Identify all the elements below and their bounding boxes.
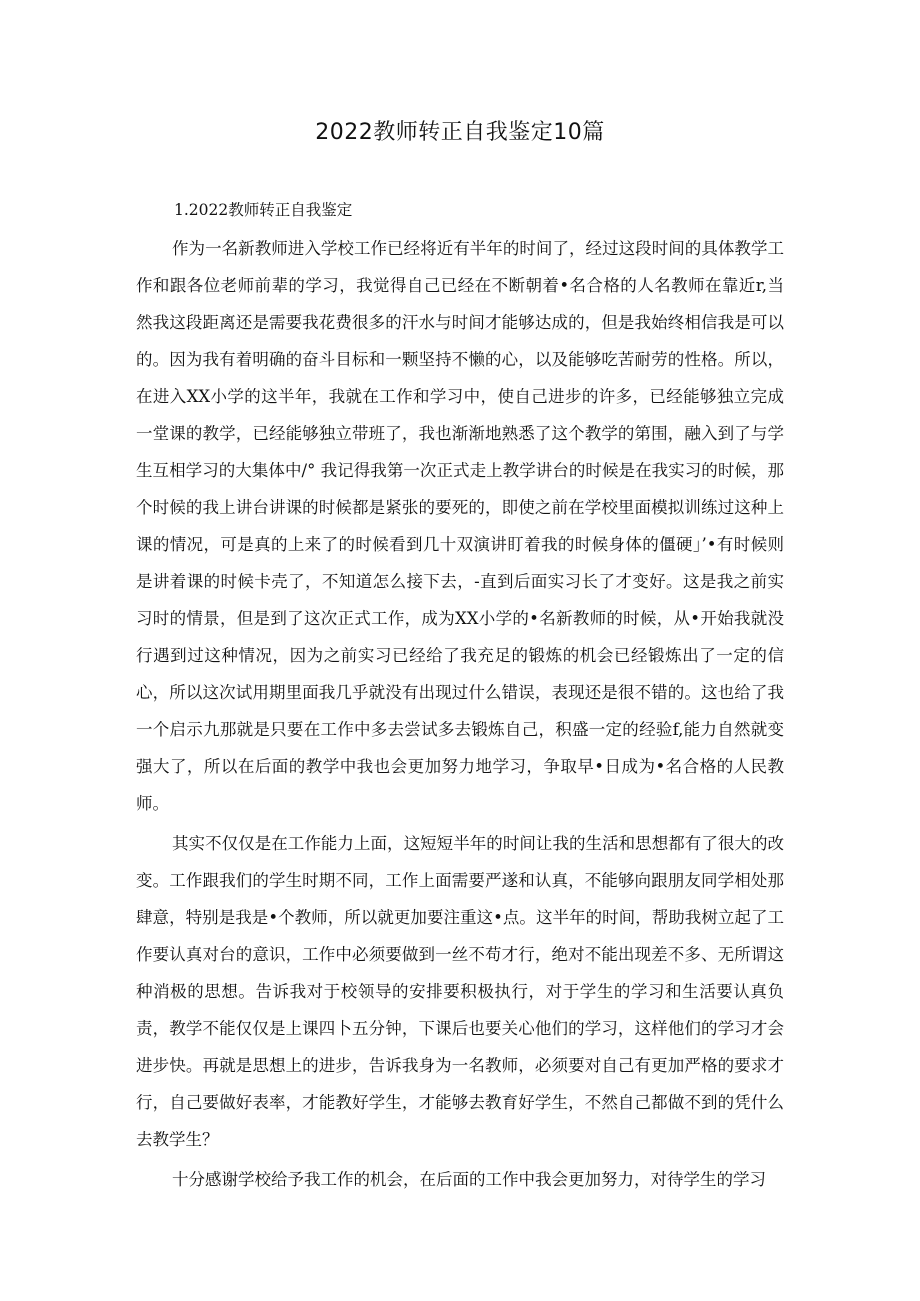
section-heading: 1.2022教师转正自我鉴定: [174, 201, 353, 219]
paragraph-3: 十分感谢学校给予我工作的机会，在后面的工作中我会更加努力，对待学生的学习: [172, 1170, 766, 1189]
document-body: [136, 190, 784, 1198]
document-title: 2022教师转正自我鉴定10篇: [315, 120, 605, 145]
paragraph-2: 其实不仅仅是在工作能力上面，这短短半年的时间让我的生活和思想都有了很大的改变。工作跟我们的学生时期不同，工作上面需要严遂和认真，不能够向跟朋友同学相处那肆意，特别是我是•个教师，所以就更加要注重这•点。这半年的时间，帮助我树立起了工作要认真对台的意识，工作中必须要做到一丝不苟才行，绝对不能出现差不多、无所谓这种消极的思想。告诉我对于校领导的安排要积极执行，对于学生的学习和生活要认真负责，教学不能仅仅是上课四卜五分钟，下课后也要关心他们的学习，这样他们的学习才会进步快。再就是思想上的进步，告诉我身为一名教师，必须要对自己有更加严格的要求才行，自己要做好表率，才能教好学生，才能够去教育好学生，不然自己都做不到的凭什么去教学生？: [136, 834, 784, 1149]
paragraph-1: 作为一名新教师进入学校工作已经将近有半年的时间了，经过这段时间的具体教学工作和跟各位老师前辈的学习，我觉得自己已经在不断朝着•名合格的人名教师在靠近r,当然我这段距离还是需要我花费很多的汗水与时间才能够达成的，但是我始终相信我是可以的。因为我有着明确的奋斗目标和一颗坚持不懒的心，以及能够吃苦耐劳的性格。所以，在进入XX小学的这半年，我就在工作和学习中，使自己进步的许多，已经能够独立完成一堂课的教学，已经能够独立带班了，我也渐渐地熟悉了这个教学的第围，融入到了与学生互相学习的大集体中/° 我记得我第一次正式走上教学讲台的时候是在我实习的时候，那个时候的我上讲台讲课的时候都是紧张的要死的，即使之前在学校里面模拟训练过这种上课的情况，可是真的上来了的时候看到几十双演讲盯着我的时候身体的僵硬」’•有时候则是讲着课的时候卡壳了，不知道怎么接下去，-直到后面实习长了才变好。这是我之前实习时的情景，但是到了这次正式工作，成为XX小学的•名新教师的时候，从•开始我就没行遇到过这种情况，因为之前实习已经给了我充足的锻炼的机会已经锻炼出了一定的信心，所以这次试用期里面我几乎就没有出现过什么错误，表现还是很不错的。这也给了我一个启示九那就是只要在工作中多去尝试多去锻炼自己，积盛一定的经验f,能力自然就变强大了，所以在后面的教学中我也会更加努力地学习，争取早•日成为•名合格的人民教师。: [136, 239, 784, 813]
